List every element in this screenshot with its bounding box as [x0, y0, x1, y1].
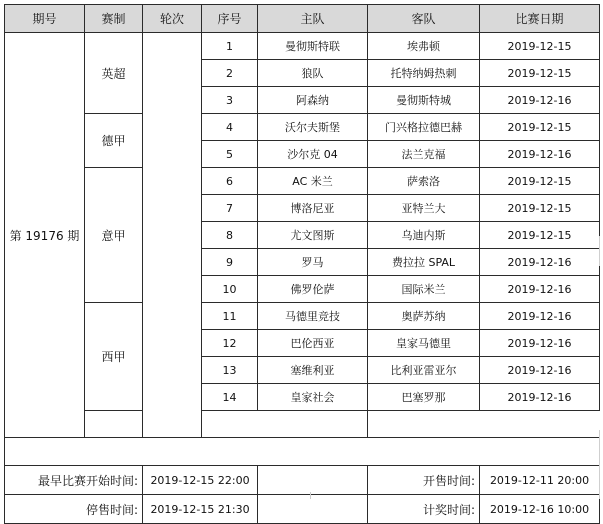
table-row [5, 33, 600, 60]
header-away: 客队 [368, 5, 480, 33]
match-date: 2019-12-15 [480, 195, 600, 222]
header-date: 比赛日期 [480, 5, 600, 33]
home-team: 巴伦西亚 [258, 330, 368, 357]
sale-start-value: 2019-12-11 20:00 [480, 466, 600, 495]
home-team: 罗马 [258, 249, 368, 276]
table-row [5, 303, 600, 330]
match-number: 2 [202, 60, 258, 87]
sheet-gridline [310, 492, 311, 499]
header-round: 轮次 [143, 5, 202, 33]
match-date: 2019-12-15 [480, 114, 600, 141]
info-empty-cell [258, 466, 368, 495]
match-schedule-table [4, 4, 600, 524]
match-number: 9 [202, 249, 258, 276]
earliest-start-label: 最早比赛开始时间: [5, 466, 143, 495]
header-home: 主队 [258, 5, 368, 33]
header-number: 序号 [202, 5, 258, 33]
home-team: 沃尔夫斯堡 [258, 114, 368, 141]
away-team: 曼彻斯特城 [368, 87, 480, 114]
home-team: 阿森纳 [258, 87, 368, 114]
home-team: 狼队 [258, 60, 368, 87]
sale-start-label: 开售时间: [368, 466, 480, 495]
spacer-cell [85, 411, 368, 438]
away-team: 巴塞罗那 [368, 384, 480, 411]
match-date: 2019-12-16 [480, 249, 600, 276]
home-team: 曼彻斯特联 [258, 33, 368, 60]
away-team: 国际米兰 [368, 276, 480, 303]
match-number: 4 [202, 114, 258, 141]
home-team: 沙尔克 04 [258, 141, 368, 168]
header-period: 期号 [5, 5, 85, 33]
sale-stop-label: 停售时间: [5, 495, 143, 524]
match-number: 5 [202, 141, 258, 168]
league-la-liga: 西甲 [85, 303, 143, 411]
prize-time-label: 计奖时间: [368, 495, 480, 524]
league-serie-a: 意甲 [85, 168, 143, 303]
blank-cell [5, 438, 600, 466]
sheet-gridline [599, 430, 600, 499]
match-number: 1 [202, 33, 258, 60]
blank-row [5, 438, 600, 466]
away-team: 费拉拉 SPAL [368, 249, 480, 276]
round-cell [143, 33, 202, 438]
away-team: 奥萨苏纳 [368, 303, 480, 330]
earliest-start-value: 2019-12-15 22:00 [143, 466, 258, 495]
match-number: 11 [202, 303, 258, 330]
away-team: 托特纳姆热刺 [368, 60, 480, 87]
match-number: 7 [202, 195, 258, 222]
away-team: 埃弗顿 [368, 33, 480, 60]
home-team: 马德里竞技 [258, 303, 368, 330]
table-row [5, 168, 600, 195]
table-row [5, 114, 600, 141]
prize-time-value: 2019-12-16 10:00 [480, 495, 600, 524]
match-number: 6 [202, 168, 258, 195]
match-date: 2019-12-16 [480, 276, 600, 303]
league-bundesliga: 德甲 [85, 114, 143, 168]
info-row-1 [5, 466, 600, 495]
match-number: 8 [202, 222, 258, 249]
home-team: 塞维利亚 [258, 357, 368, 384]
away-team: 皇家马德里 [368, 330, 480, 357]
header-format: 赛制 [85, 5, 143, 33]
match-number: 10 [202, 276, 258, 303]
away-team: 门兴格拉德巴赫 [368, 114, 480, 141]
sheet-gridline [599, 236, 600, 266]
home-team: 博洛尼亚 [258, 195, 368, 222]
match-date: 2019-12-16 [480, 357, 600, 384]
period-cell: 第 19176 期 [5, 33, 85, 438]
match-date: 2019-12-15 [480, 33, 600, 60]
away-team: 亚特兰大 [368, 195, 480, 222]
match-date: 2019-12-16 [480, 303, 600, 330]
match-date: 2019-12-15 [480, 60, 600, 87]
away-team: 萨索洛 [368, 168, 480, 195]
home-team: 尤文图斯 [258, 222, 368, 249]
match-date: 2019-12-16 [480, 384, 600, 411]
match-date: 2019-12-16 [480, 141, 600, 168]
sale-stop-value: 2019-12-15 21:30 [143, 495, 258, 524]
home-team: 佛罗伦萨 [258, 276, 368, 303]
match-date: 2019-12-16 [480, 87, 600, 114]
match-date: 2019-12-15 [480, 168, 600, 195]
match-number: 12 [202, 330, 258, 357]
match-number: 3 [202, 87, 258, 114]
home-team: AC 米兰 [258, 168, 368, 195]
match-date: 2019-12-16 [480, 330, 600, 357]
match-date: 2019-12-15 [480, 222, 600, 249]
spacer-row [5, 411, 600, 438]
header-row [5, 5, 600, 33]
away-team: 比利亚雷亚尔 [368, 357, 480, 384]
match-number: 13 [202, 357, 258, 384]
match-number: 14 [202, 384, 258, 411]
away-team: 法兰克福 [368, 141, 480, 168]
away-team: 乌迪内斯 [368, 222, 480, 249]
home-team: 皇家社会 [258, 384, 368, 411]
league-premier: 英超 [85, 33, 143, 114]
